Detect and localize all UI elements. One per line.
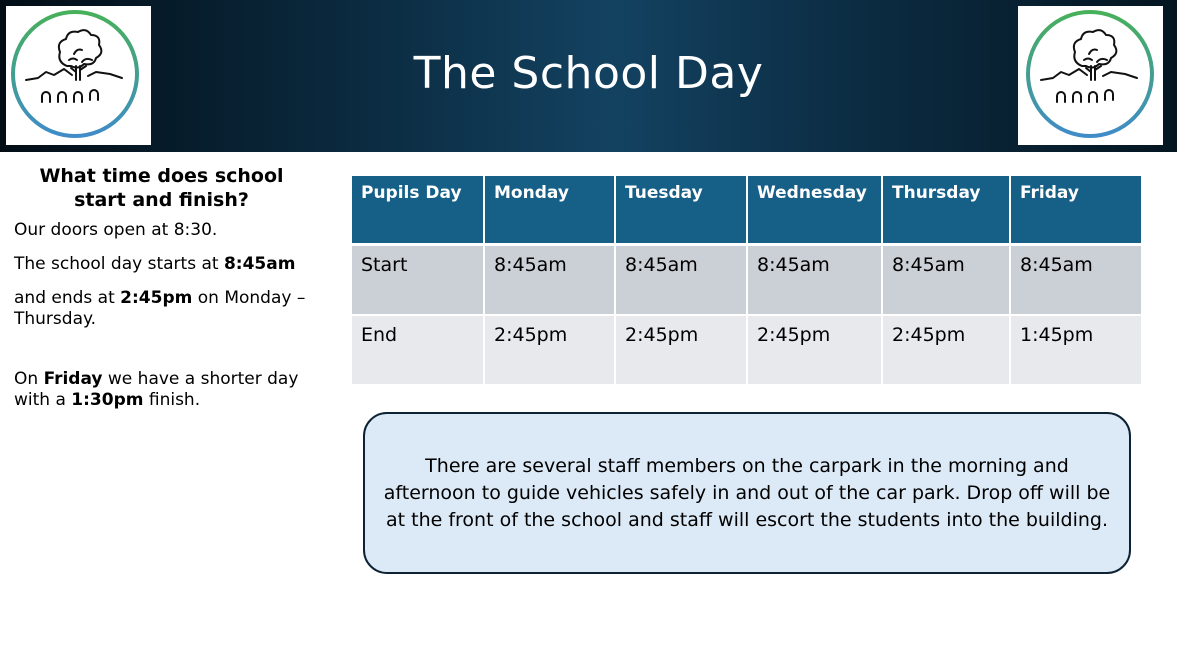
- friday-suffix: finish.: [143, 390, 201, 410]
- column-header: Monday: [484, 176, 615, 245]
- column-header: Thursday: [882, 176, 1010, 245]
- column-header: Friday: [1010, 176, 1141, 245]
- intro-heading: What time does school start and finish?: [39, 165, 284, 211]
- table-cell: End: [352, 315, 484, 385]
- friday-prefix: On: [14, 369, 44, 389]
- doors-open-text: [14, 220, 309, 241]
- table-cell: 2:45pm: [747, 315, 882, 385]
- table-cell: 2:45pm: [882, 315, 1010, 385]
- end-time-prefix: and ends at: [14, 288, 121, 308]
- notice-text: There are several staff members on the carpark in the morning and afternoon to guide vehicles safely in and out of the car park. Drop off will be at the front of the school and staff will escort the students into the building.: [383, 454, 1111, 531]
- start-time-value: 8:45am: [223, 254, 296, 274]
- start-time-text: [14, 254, 309, 275]
- table-cell: 8:45am: [747, 245, 882, 316]
- table-cell: 2:45pm: [484, 315, 615, 385]
- table-cell: 8:45am: [1010, 245, 1141, 316]
- doors-open-line: Our doors open at 8:30.: [14, 220, 218, 240]
- table-cell: 8:45am: [615, 245, 747, 316]
- end-time-text: [14, 288, 309, 330]
- drop-off-notice: [363, 412, 1131, 574]
- school-logo-right: [1018, 6, 1163, 145]
- table-cell: Start: [352, 245, 484, 316]
- spacer: [14, 343, 309, 369]
- header-banner: [0, 0, 1177, 152]
- column-header: Tuesday: [615, 176, 747, 245]
- friday-day: Friday: [43, 369, 103, 389]
- column-header: Pupils Day: [352, 176, 484, 245]
- tree-logo-icon: [1018, 6, 1163, 145]
- table-cell: 2:45pm: [615, 315, 747, 385]
- school-day-timetable: [352, 176, 1141, 386]
- table-cell: 1:45pm: [1010, 315, 1141, 385]
- column-header: Wednesday: [747, 176, 882, 245]
- end-time-value: 2:45pm: [120, 288, 193, 308]
- page-title: The School Day: [413, 48, 764, 99]
- table-cell: 8:45am: [882, 245, 1010, 316]
- friday-mid: we have a shorter day with a: [14, 369, 299, 410]
- start-time-prefix: The school day starts at: [14, 254, 224, 274]
- school-times-intro: [14, 164, 309, 424]
- table-header-row: [352, 176, 1141, 245]
- friday-text: [14, 369, 309, 411]
- friday-finish-time: 1:30pm: [71, 390, 144, 410]
- table-cell: 8:45am: [484, 245, 615, 316]
- table-row: [352, 315, 1141, 385]
- end-time-suffix: on Monday – Thursday.: [14, 288, 306, 329]
- table-row: [352, 245, 1141, 316]
